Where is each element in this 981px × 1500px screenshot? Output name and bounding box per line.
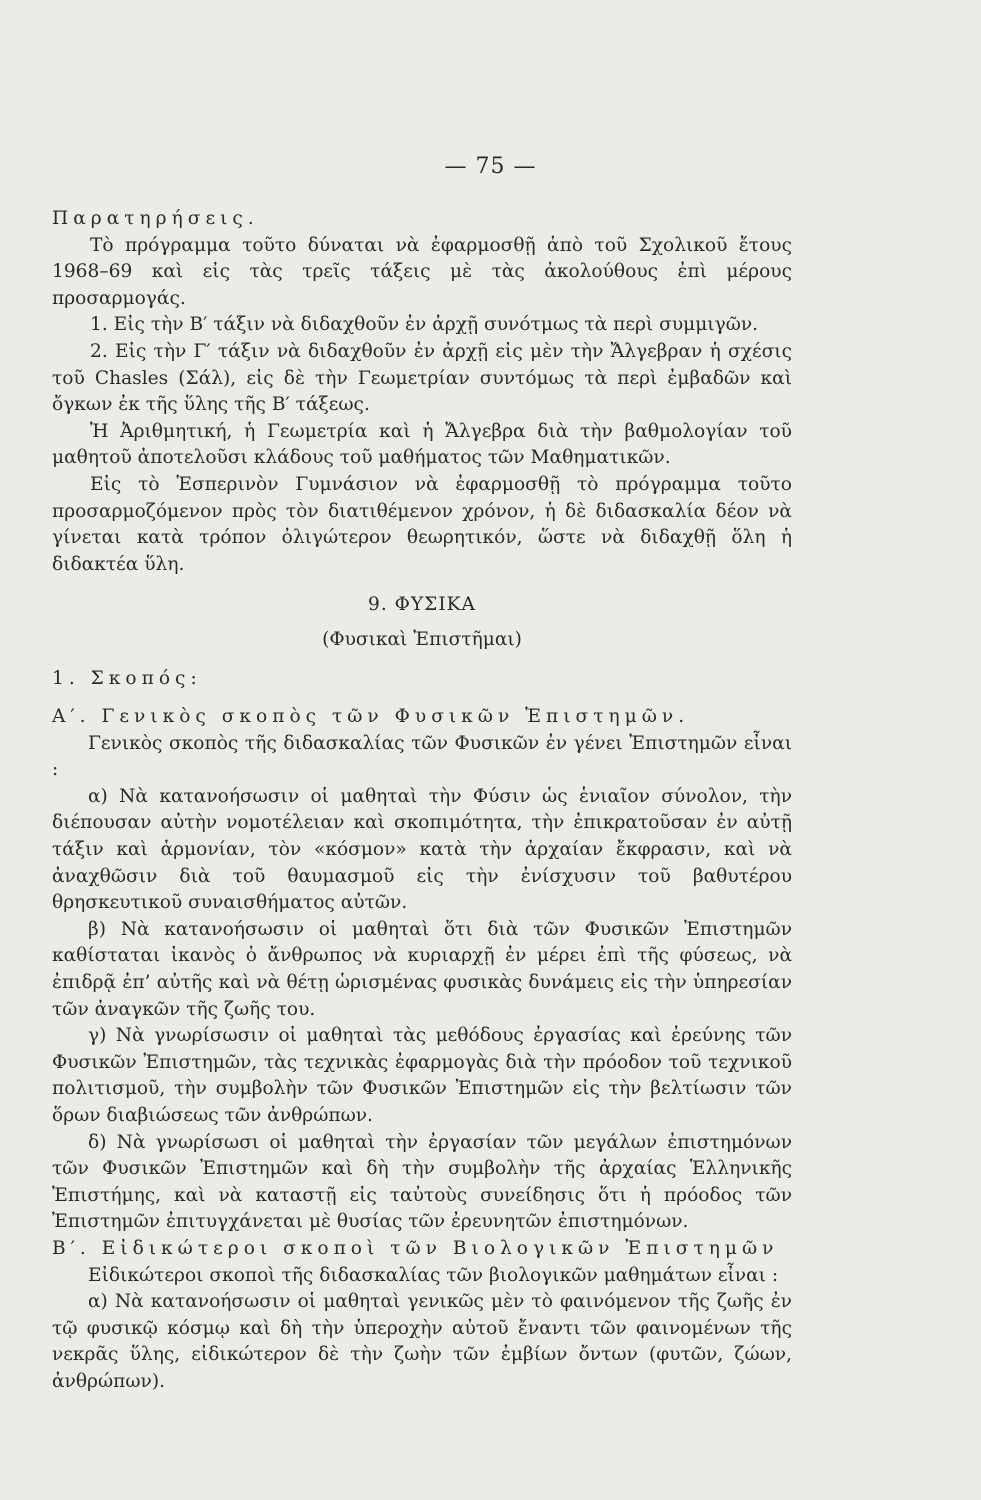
item-2: 2. Εἰς τὴν Γ′ τάξιν νὰ διδαχθοῦν ἐν ἀρχῇ εἰς μὲν τὴν Ἄλγεβραν ἡ σχέσις τοῦ Chasles (Σάλ), εἰς δὲ τὴν Γεωμετρίαν συντόμως τὰ περὶ ἐμβαδῶν καὶ ὄγκων ἐκ τῆς ὕλης τῆς Β′ τάξεως.	[52, 340, 792, 416]
arithmetic-paragraph: Ἡ Ἀριθμητική, ἡ Γεωμετρία καὶ ἡ Ἄλγεβρα διὰ τὴν βαθμολογίαν τοῦ μαθητοῦ ἀποτελοῦσι κλάδους τοῦ μαθήματος τῶν Μαθηματικῶν.	[52, 420, 792, 469]
general-aim-heading: Α′. Γενικὸς σκοπὸς τῶν Φυσικῶν Ἐπιστημῶν.	[52, 706, 690, 728]
section-title: 9. ΦΥΣΙΚΑ	[368, 594, 476, 616]
evening-paragraph: Εἰς τὸ Ἑσπερινὸν Γυμνάσιον νὰ ἐφαρμοσθῇ τὸ πρόγραμμα τοῦτο προσαρμοζόμενον πρὸς τὸν διατιθέμενον χρόνον, ἡ δὲ διδασκαλία δέον νὰ γίνεται κατὰ τρόπον ὀλιγώτερον θεωρητικόν, ὥστε νὰ διδαχθῇ ὅλη ἡ διδακτέα ὕλη.	[52, 473, 792, 575]
general-aim-intro: Γενικὸς σκοπὸς τῆς διδασκαλίας τῶν Φυσικῶν ἐν γένει Ἐπιστημῶν εἶναι :	[52, 732, 792, 781]
item-1: 1. Εἰς τὴν Β′ τάξιν νὰ διδαχθοῦν ἐν ἀρχῇ συνότμως τὰ περὶ συμμιγῶν.	[90, 314, 759, 336]
aim-heading: 1. Σκοπός:	[52, 667, 202, 689]
page-body	[52, 206, 792, 1396]
section-subtitle: (Φυσικαὶ Ἐπιστῆμαι)	[322, 628, 522, 650]
specific-a: α) Νὰ κατανοήσωσιν οἱ μαθηταὶ γενικῶς μὲν τὸ φαινόμενον τῆς ζωῆς ἐν τῷ φυσικῷ κόσμῳ καὶ δὴ τὴν ὑπεροχὴν αὐτοῦ ἔναντι τῶν φαινομένων τῆς νεκρᾶς ὕλης, εἰδικώτερον δὲ τὴν ζωὴν τῶν ἐμβίων ὄντων (φυτῶν, ζώων, ἀνθρώπων).	[52, 1291, 792, 1392]
observations-heading: Παρατηρήσεις.	[52, 208, 259, 229]
specific-aim-intro: Εἰδικώτεροι σκοποὶ τῆς διδασκαλίας τῶν βιολογικῶν μαθημάτων εἶναι :	[88, 1264, 779, 1286]
intro-paragraph: Τὸ πρόγραμμα τοῦτο δύναται νὰ ἐφαρμοσθῇ ἀπὸ τοῦ Σχολικοῦ ἔτους 1968–69 καὶ εἰς τὰς τρεῖς τάξεις μὲ τὰς ἀκολούθους ἐπὶ μέρους προσαρμογάς.	[52, 234, 792, 309]
aim-d: δ) Νὰ γνωρίσωσι οἱ μαθηταὶ τὴν ἐργασίαν τῶν μεγάλων ἐπιστημόνων τῶν Φυσικῶν Ἐπιστημῶν καὶ δὴ τὴν συμβολὴν τῆς ἀρχαίας Ἑλληνικῆς Ἐπιστήμης, καὶ νὰ καταστῇ εἰς ταὐτοὺς συνείδησις ὅτι ἡ πρόοδος τῶν Ἐπιστημῶν ἐπιτυγχάνεται μὲ θυσίας τῶν ἐρευνητῶν ἐπιστημόνων.	[52, 1131, 792, 1233]
specific-aim-heading: Β′. Εἰδικώτεροι σκοποὶ τῶν Βιολογικῶν Ἐπιστημῶν	[52, 1237, 779, 1259]
page-number: — 75 —	[444, 154, 537, 179]
aim-b: β) Νὰ κατανοήσωσιν οἱ μαθηταὶ ὅτι διὰ τῶν Φυσικῶν Ἐπιστημῶν καθίσταται ἱκανὸς ὁ ἄνθρωπος νὰ κυριαρχῇ ἐν μέρει ἐπὶ τῆς φύσεως, νὰ ἐπιδρᾷ ἐπ’ αὐτῆς καὶ νὰ θέτῃ ὡρισμένας φυσικὰς δυνάμεις εἰς τὴν ὑπηρεσίαν τῶν ἀναγκῶν τῆς ζωῆς του.	[52, 918, 792, 1020]
aim-a: α) Νὰ κατανοήσωσιν οἱ μαθηταὶ τὴν Φύσιν ὡς ἑνιαῖον σύνολον, τὴν διέπουσαν αὐτὴν νομοτέλειαν καὶ σκοπιμότητα, τὴν ἐπικρατοῦσαν ἐν αὐτῇ τάξιν καὶ ἁρμονίαν, τὸν «κόσμον» κατὰ τὴν ἀρχαίαν ἔκφρασιν, καὶ νὰ ἀναχθῶσιν διὰ τοῦ θαυμασμοῦ εἰς τὴν ἐνίσχυσιν τοῦ βαθυτέρου θρησκευτικοῦ συναισθήματος αὐτῶν.	[52, 785, 792, 914]
aim-c: γ) Νὰ γνωρίσωσιν οἱ μαθηταὶ τὰς μεθόδους ἐργασίας καὶ ἐρεύνης τῶν Φυσικῶν Ἐπιστημῶν, τὰς τεχνικὰς ἐφαρμογὰς διὰ τὴν πρόοδον τοῦ τεχνικοῦ πολιτισμοῦ, τὴν συμβολὴν τῶν Φυσικῶν Ἐπιστημῶν εἰς τὴν βελτίωσιν τῶν ὅρων διαβιώσεως τῶν ἀνθρώπων.	[52, 1025, 792, 1126]
